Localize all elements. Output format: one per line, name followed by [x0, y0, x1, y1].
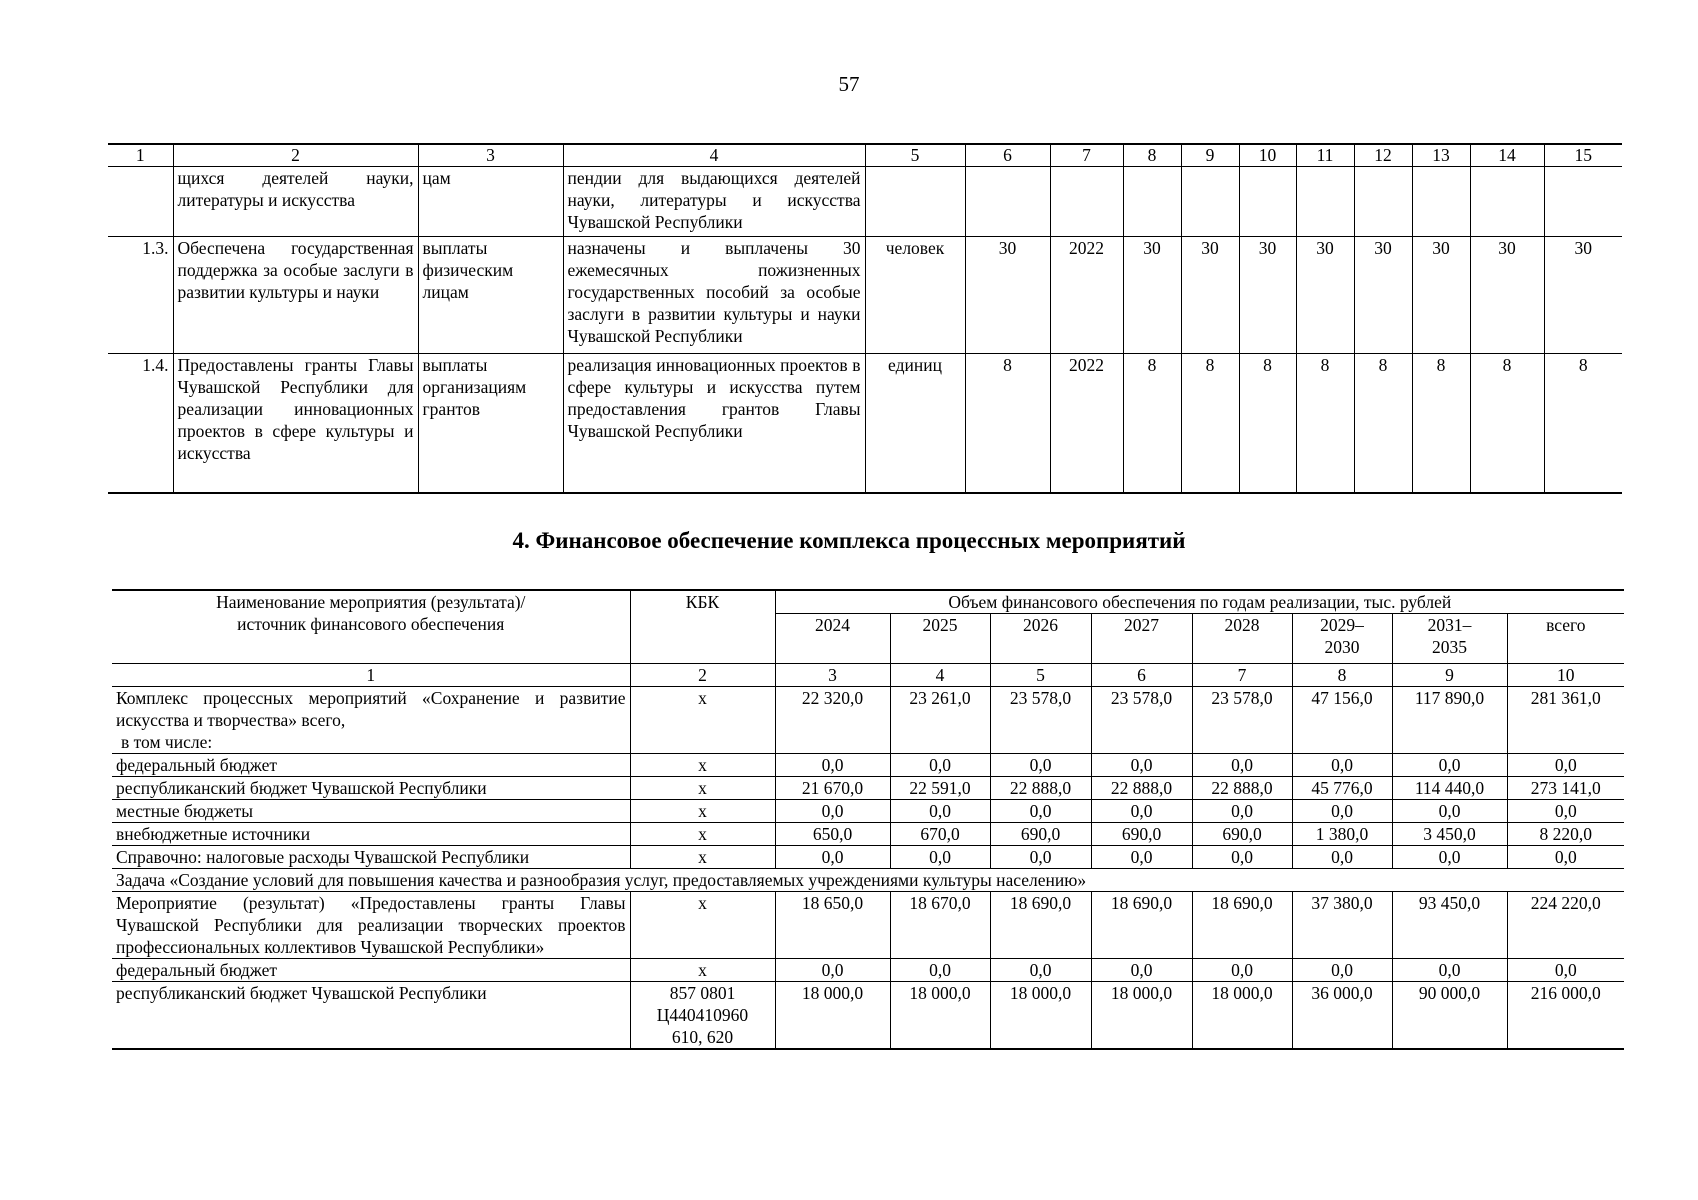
row-value: 8	[1412, 354, 1470, 493]
row-value: 22 888,0	[1192, 777, 1292, 800]
row-value: 0,0	[1392, 800, 1507, 823]
row-name-text: Комплекс процессных мероприятий «Сохранение и развитие искусства и творчества» всего,	[116, 688, 626, 730]
row-value: 0,0	[890, 959, 990, 982]
row-value: 36 000,0	[1292, 982, 1392, 1050]
row-value: 8	[1296, 354, 1354, 493]
row-value: 114 440,0	[1392, 777, 1507, 800]
col-number: 12	[1354, 144, 1412, 167]
row-value: 18 690,0	[1192, 892, 1292, 959]
row-value: 690,0	[1192, 823, 1292, 846]
header-name: Наименование мероприятия (результата)/ источник финансового обеспечения	[112, 590, 630, 664]
row-base-year: 2022	[1050, 354, 1123, 493]
row-unit: человек	[865, 237, 965, 354]
row-kbk: х	[630, 687, 775, 754]
row-name: Справочно: налоговые расходы Чувашской Республики	[112, 846, 630, 869]
row-base-value: 30	[965, 237, 1050, 354]
row-value: 0,0	[1091, 800, 1192, 823]
row-kbk: х	[630, 800, 775, 823]
row-kbk: х	[630, 892, 775, 959]
row-name: внебюджетные источники	[112, 823, 630, 846]
row-value: 0,0	[1507, 754, 1624, 777]
row-name: федеральный бюджет	[112, 754, 630, 777]
col-number: 2	[630, 664, 775, 687]
col-number: 6	[1091, 664, 1192, 687]
row-name: щихся деятелей науки, литературы и искусства	[173, 167, 418, 237]
col-number: 4	[890, 664, 990, 687]
indicators-table	[108, 143, 1622, 494]
row-value: 23 261,0	[890, 687, 990, 754]
col-number: 5	[865, 144, 965, 167]
row-value: 3 450,0	[1392, 823, 1507, 846]
row-kbk: х	[630, 959, 775, 982]
row-value: 30	[1470, 237, 1544, 354]
row-value: 30	[1239, 237, 1296, 354]
table-row	[112, 754, 1624, 777]
row-value: 0,0	[1392, 846, 1507, 869]
row-value: 0,0	[1091, 846, 1192, 869]
row-value: 0,0	[890, 800, 990, 823]
header-volume: Объем финансового обеспечения по годам реализации, тыс. рублей	[775, 590, 1624, 614]
row-kbk	[630, 982, 775, 1050]
row-value: 0,0	[1507, 846, 1624, 869]
row-value: 117 890,0	[1392, 687, 1507, 754]
col-number: 9	[1181, 144, 1239, 167]
row-value: 18 670,0	[890, 892, 990, 959]
row-value: 30	[1354, 237, 1412, 354]
row-value: 18 000,0	[1192, 982, 1292, 1050]
row-type: цам	[418, 167, 563, 237]
financing-table	[112, 589, 1624, 1050]
col-number: 1	[112, 664, 630, 687]
col-number: 9	[1392, 664, 1507, 687]
row-value: 22 591,0	[890, 777, 990, 800]
row-value: 18 690,0	[1091, 892, 1192, 959]
col-number: 8	[1123, 144, 1181, 167]
row-value: 47 156,0	[1292, 687, 1392, 754]
table-row	[112, 982, 1624, 1050]
table-row	[108, 354, 1622, 493]
kbk-line: Ц440410960	[656, 1005, 749, 1025]
row-description: пендии для выдающихся деятелей науки, литературы и искусства Чувашской Республики	[563, 167, 865, 237]
row-value: 22 320,0	[775, 687, 890, 754]
row-base-year: 2022	[1050, 237, 1123, 354]
row-value: 90 000,0	[1392, 982, 1507, 1050]
row-value: 0,0	[1091, 959, 1192, 982]
header-row	[112, 590, 1624, 614]
row-value: 0,0	[1292, 754, 1392, 777]
col-number: 4	[563, 144, 865, 167]
row-value: 1 380,0	[1292, 823, 1392, 846]
row-value: 0,0	[1192, 800, 1292, 823]
table-row	[112, 959, 1624, 982]
col-number: 3	[418, 144, 563, 167]
col-number: 2	[173, 144, 418, 167]
row-value: 0,0	[990, 800, 1091, 823]
header-year: 2024	[775, 614, 890, 664]
row-value: 0,0	[990, 754, 1091, 777]
row-value: 37 380,0	[1292, 892, 1392, 959]
row-value: 690,0	[990, 823, 1091, 846]
table-row	[112, 777, 1624, 800]
row-value: 22 888,0	[990, 777, 1091, 800]
header-kbk: КБК	[630, 590, 775, 664]
row-value: 8	[1181, 354, 1239, 493]
header-year: 2027	[1091, 614, 1192, 664]
col-number: 6	[965, 144, 1050, 167]
row-value: 0,0	[1392, 754, 1507, 777]
row-value: 30	[1181, 237, 1239, 354]
row-base-value: 8	[965, 354, 1050, 493]
row-value: 45 776,0	[1292, 777, 1392, 800]
row-value: 30	[1296, 237, 1354, 354]
row-value: 21 670,0	[775, 777, 890, 800]
col-number: 7	[1192, 664, 1292, 687]
section-title: 4. Финансовое обеспечение комплекса процессных мероприятий	[512, 528, 1186, 553]
header-year: всего	[1507, 614, 1624, 664]
col-number: 5	[990, 664, 1091, 687]
row-value: 0,0	[1292, 846, 1392, 869]
row-type: выплаты организациям грантов	[418, 354, 563, 493]
row-value: 30	[1544, 237, 1622, 354]
row-value: 650,0	[775, 823, 890, 846]
row-value: 8	[1239, 354, 1296, 493]
row-value: 690,0	[1091, 823, 1192, 846]
table-row	[112, 687, 1624, 754]
row-value: 0,0	[1507, 800, 1624, 823]
row-value: 0,0	[1192, 959, 1292, 982]
row-value: 0,0	[1392, 959, 1507, 982]
row-value: 8	[1123, 354, 1181, 493]
row-value: 8 220,0	[1507, 823, 1624, 846]
page-number: 57	[838, 72, 860, 96]
row-unit: единиц	[865, 354, 965, 493]
row-value: 8	[1354, 354, 1412, 493]
row-value: 0,0	[890, 846, 990, 869]
row-value: 30	[1123, 237, 1181, 354]
row-number: 1.4.	[108, 354, 173, 493]
table-row	[112, 800, 1624, 823]
row-value: 224 220,0	[1507, 892, 1624, 959]
row-value: 18 650,0	[775, 892, 890, 959]
row-value: 0,0	[890, 754, 990, 777]
row-value: 22 888,0	[1091, 777, 1192, 800]
col-number: 10	[1507, 664, 1624, 687]
col-number: 3	[775, 664, 890, 687]
col-number: 8	[1292, 664, 1392, 687]
row-value: 0,0	[990, 846, 1091, 869]
row-value: 216 000,0	[1507, 982, 1624, 1050]
row-type: выплаты физическим лицам	[418, 237, 563, 354]
row-name: Обеспечена государственная поддержка за особые заслуги в развитии культуры и науки	[173, 237, 418, 354]
kbk-line: 610, 620	[671, 1027, 734, 1047]
row-kbk: х	[630, 846, 775, 869]
row-value: 0,0	[1292, 959, 1392, 982]
task-row	[112, 869, 1624, 892]
row-value: 93 450,0	[1392, 892, 1507, 959]
row-name: республиканский бюджет Чувашской Республики	[112, 982, 630, 1050]
row-description: назначены и выплачены 30 ежемесячных пожизненных государственных пособий за особые заслуги в развитии культуры и науки Чувашской Республики	[563, 237, 865, 354]
col-number: 10	[1239, 144, 1296, 167]
row-name: местные бюджеты	[112, 800, 630, 823]
row-name: федеральный бюджет	[112, 959, 630, 982]
row-kbk: х	[630, 754, 775, 777]
row-value: 18 000,0	[1091, 982, 1192, 1050]
row-value: 670,0	[890, 823, 990, 846]
table-row	[108, 237, 1622, 354]
row-value: 0,0	[775, 800, 890, 823]
row-value: 0,0	[1507, 959, 1624, 982]
row-value: 18 000,0	[890, 982, 990, 1050]
row-value: 273 141,0	[1507, 777, 1624, 800]
row-name	[112, 687, 630, 754]
col-number: 1	[108, 144, 173, 167]
row-value: 23 578,0	[990, 687, 1091, 754]
row-value: 0,0	[775, 959, 890, 982]
row-value: 18 000,0	[775, 982, 890, 1050]
row-name-sub: в том числе:	[121, 732, 213, 752]
row-value: 18 690,0	[990, 892, 1091, 959]
row-value: 0,0	[1192, 754, 1292, 777]
header-year: 2029–2030	[1292, 614, 1392, 664]
column-number-row	[112, 664, 1624, 687]
header-year: 2031–2035	[1392, 614, 1507, 664]
row-value: 281 361,0	[1507, 687, 1624, 754]
row-value: 18 000,0	[990, 982, 1091, 1050]
row-value: 0,0	[775, 754, 890, 777]
kbk-line: 857 0801	[669, 983, 736, 1003]
row-value: 0,0	[990, 959, 1091, 982]
col-number: 13	[1412, 144, 1470, 167]
row-value: 23 578,0	[1192, 687, 1292, 754]
table-row	[112, 846, 1624, 869]
col-number: 15	[1544, 144, 1622, 167]
row-name: Мероприятие (результат) «Предоставлены гранты Главы Чувашской Республики для реализации творческих проектов профессиональных коллективов Чувашской Республики»	[112, 892, 630, 959]
table-row	[108, 167, 1622, 237]
row-value: 23 578,0	[1091, 687, 1192, 754]
col-number: 11	[1296, 144, 1354, 167]
row-value: 8	[1470, 354, 1544, 493]
row-name: республиканский бюджет Чувашской Республики	[112, 777, 630, 800]
row-kbk: х	[630, 777, 775, 800]
row-value: 0,0	[1091, 754, 1192, 777]
row-name: Предоставлены гранты Главы Чувашской Республики для реализации инновационных проектов в сфере культуры и искусства	[173, 354, 418, 493]
col-number: 14	[1470, 144, 1544, 167]
col-number: 7	[1050, 144, 1123, 167]
header-year: 2026	[990, 614, 1091, 664]
row-value: 0,0	[775, 846, 890, 869]
row-value: 0,0	[1292, 800, 1392, 823]
column-number-row	[108, 144, 1622, 167]
row-value: 8	[1544, 354, 1622, 493]
row-description: реализация инновационных проектов в сфере культуры и искусства путем предоставления грантов Главы Чувашской Республики	[563, 354, 865, 493]
row-value: 0,0	[1192, 846, 1292, 869]
row-kbk: х	[630, 823, 775, 846]
row-number: 1.3.	[108, 237, 173, 354]
header-year: 2028	[1192, 614, 1292, 664]
task-text: Задача «Создание условий для повышения качества и разнообразия услуг, предоставляемых учреждениями культуры населению»	[112, 869, 1624, 892]
table-row	[112, 823, 1624, 846]
row-value: 30	[1412, 237, 1470, 354]
header-year: 2025	[890, 614, 990, 664]
table-row	[112, 892, 1624, 959]
